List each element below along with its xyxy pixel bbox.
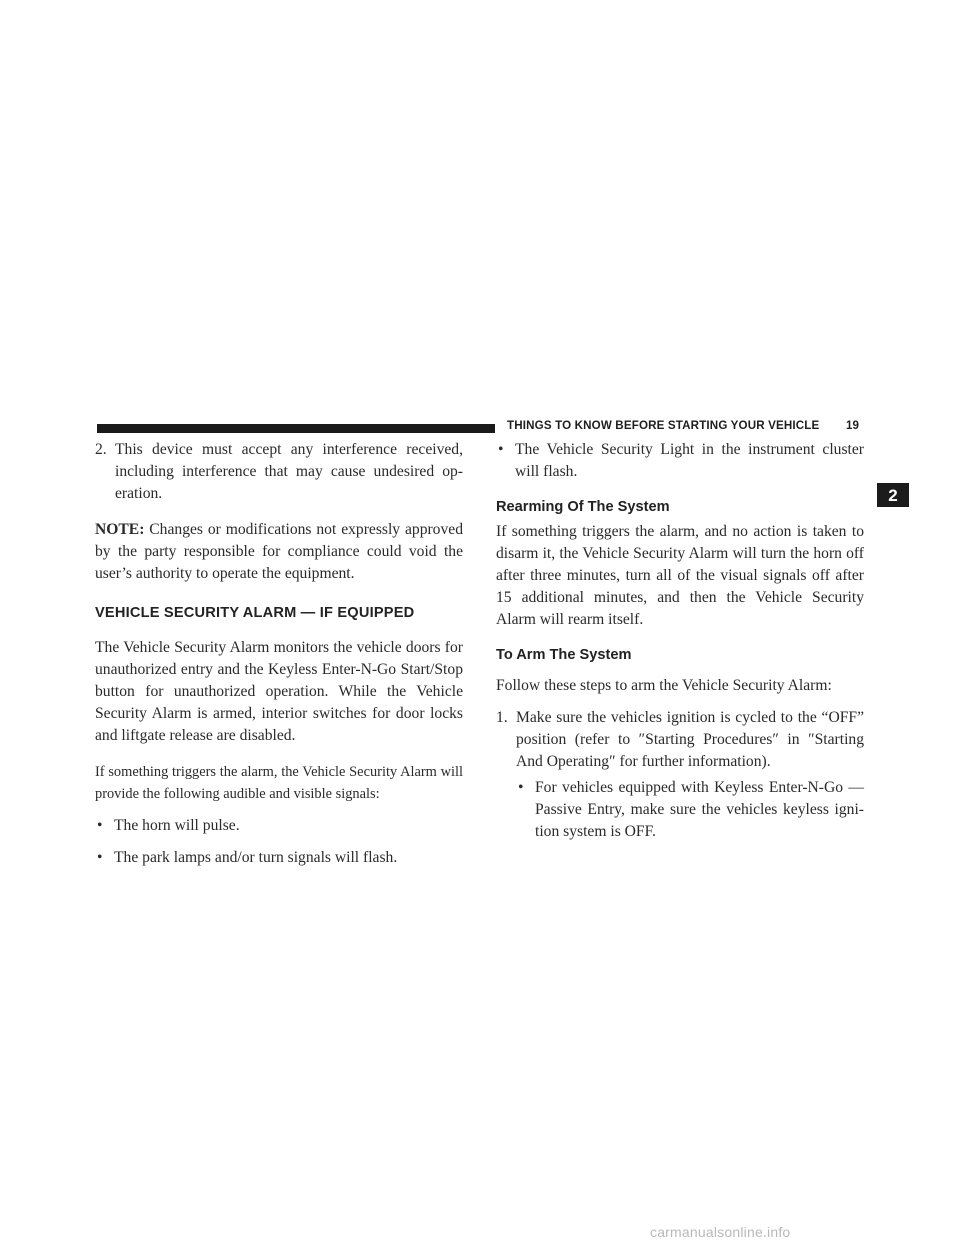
list-item bbox=[95, 847, 463, 869]
sub-list-item bbox=[496, 777, 864, 843]
running-header-title: THINGS TO KNOW BEFORE STARTING YOUR VEHICLE bbox=[507, 419, 820, 432]
note-text: Changes or modifications not expressly approved by the party responsible for compliance could void the user’s authority to operate the equipment. bbox=[95, 521, 463, 582]
page-number: 19 bbox=[846, 419, 859, 432]
numbered-item-1 bbox=[496, 707, 864, 773]
alarm-description: The Vehicle Security Alarm monitors the vehicle doors for unauthorized entry and the Keyless Enter-N-Go Start/Stop button for unauthorized operation. While the Vehicle Security Alarm is armed, interior switches for door locks and liftgate release are disabled. bbox=[95, 639, 463, 744]
bullet-text: The horn will pulse. bbox=[114, 817, 240, 834]
section-heading: VEHICLE SECURITY ALARM — IF EQUIPPED bbox=[95, 605, 415, 621]
header-rule bbox=[97, 424, 495, 433]
numbered-item-2 bbox=[95, 439, 463, 505]
bullet-icon: • bbox=[97, 849, 103, 866]
list-item bbox=[95, 815, 463, 837]
chapter-tab: 2 bbox=[877, 483, 909, 507]
subsection-heading: To Arm The System bbox=[496, 647, 632, 663]
bullet-icon: • bbox=[498, 441, 504, 458]
bullet-text: The Vehicle Security Light in the instrument cluster will flash. bbox=[515, 441, 864, 480]
bullet-icon: • bbox=[97, 817, 103, 834]
item-text: This device must accept any interference received, including interference that may cause undesired op-eration. bbox=[115, 441, 463, 502]
note-paragraph bbox=[95, 519, 463, 585]
list-item bbox=[496, 439, 864, 483]
item-number: 2. bbox=[95, 441, 107, 458]
bullet-text: The park lamps and/or turn signals will flash. bbox=[114, 849, 398, 866]
note-label: NOTE: bbox=[95, 521, 145, 538]
rearm-paragraph: If something triggers the alarm, and no action is taken to disarm it, the Vehicle Security Alarm will turn the horn off after three minutes, turn all of the visual signals off after 15 additional minutes, and then the Vehicle Security Alarm will rearm itself. bbox=[496, 523, 864, 628]
bullet-text: For vehicles equipped with Keyless Enter-N-Go — Passive Entry, make sure the vehicles keyless igni-tion system is OFF. bbox=[535, 779, 864, 840]
item-number: 1. bbox=[496, 709, 508, 726]
alarm-signals-intro: If something triggers the alarm, the Vehicle Security Alarm will provide the following audible and visible signals: bbox=[95, 764, 463, 802]
bullet-icon: • bbox=[518, 779, 524, 796]
subsection-heading: Rearming Of The System bbox=[496, 499, 670, 515]
right-column bbox=[496, 439, 864, 843]
item-text: Make sure the vehicles ignition is cycled to the “OFF” position (refer to ″Starting Procedures″ in ″Starting And Operating″ for further information). bbox=[516, 709, 864, 770]
watermark: carmanualsonline.info bbox=[650, 1224, 791, 1240]
arm-intro: Follow these steps to arm the Vehicle Security Alarm: bbox=[496, 677, 832, 694]
left-column bbox=[95, 439, 463, 869]
